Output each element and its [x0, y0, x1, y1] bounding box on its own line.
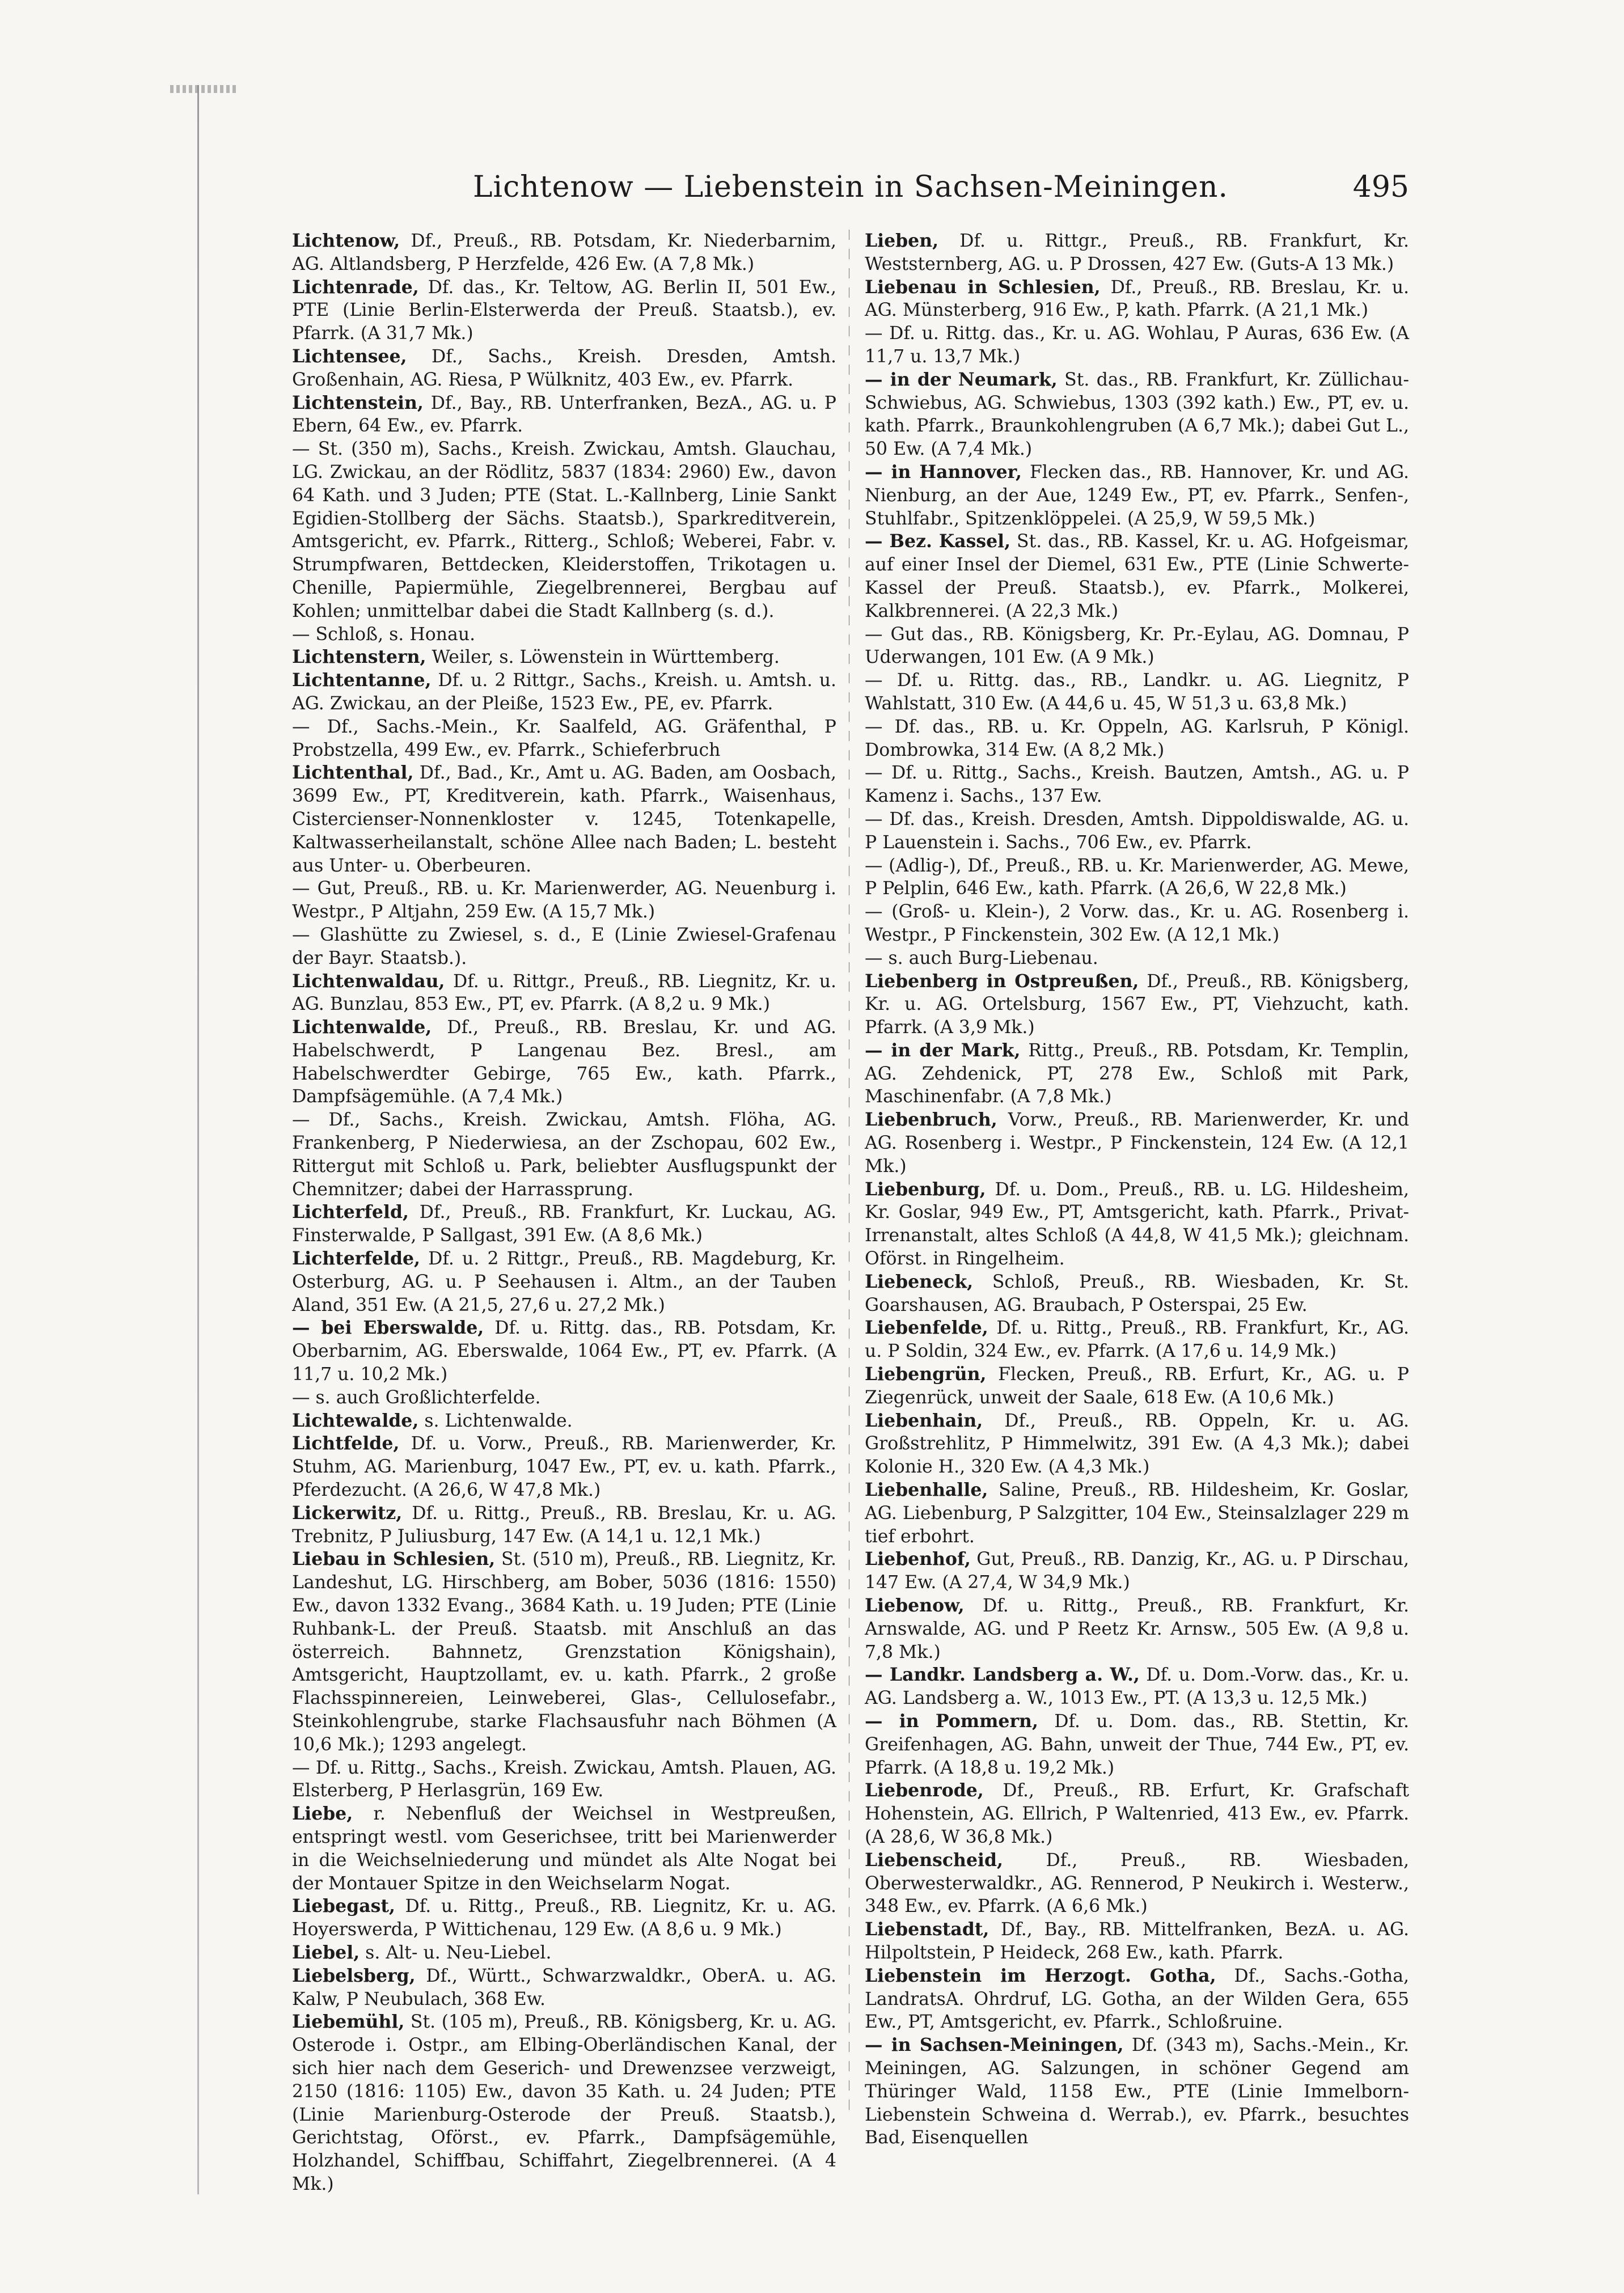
- entry-text: — Schloß, s. Honau.: [292, 624, 476, 645]
- entry-text: Df. u. Rittgr., Preuß., RB. Frankfurt, Kr. Weststernberg, AG. u. P Drossen, 427 Ew. (Guts-A 13 Mk.): [865, 231, 1410, 274]
- gazetteer-entry: [865, 1039, 1409, 1109]
- entry-text: Df. u. Dom. das., RB. Stettin, Kr. Greifenhagen, AG. Bahn, unweit der Thue, 744 Ew., PT, ev. Pfarrk. (A 18,8 u. 19,2 Mk.): [865, 1711, 1409, 1778]
- entry-headword: Liebel,: [292, 1941, 360, 1963]
- gazetteer-entry: [292, 392, 836, 438]
- gazetteer-entry: [292, 1502, 836, 1549]
- entry-text: Gut, Preuß., RB. Danzig, Kr., AG. u. P Dirschau, 147 Ew. (A 27,4, W 34,9 Mk.): [865, 1549, 1410, 1593]
- gazetteer-entry: [292, 1941, 836, 1965]
- gazetteer-entry: [865, 1479, 1409, 1548]
- entry-headword: Lichtenwaldau,: [292, 970, 445, 992]
- entry-text: Df. u. Rittgr., Preuß., RB. Liegnitz, Kr. u. AG. Bunzlau, 853 Ew., PT, ev. Pfarrk. (A 8,2 u. 9 Mk.): [292, 971, 836, 1015]
- entry-headword: Lichtenrade,: [292, 276, 419, 298]
- gazetteer-entry: [865, 947, 1409, 970]
- entry-text: Df., Bad., Kr., Amt u. AG. Baden, am Oosbach, 3699 Ew., PT, Kreditverein, kath. Pfarrk., Waisenhaus, Cistercienser-Nonnenkloster v. 1245, Totenkapelle, Kaltwasserheilanstalt, schöne Allee nach Baden; L. besteht aus Unter- u. Oberbeuren.: [292, 763, 836, 876]
- entry-headword: Liebenberg in Ostpreußen,: [865, 970, 1139, 992]
- entry-headword: Lichtfelde,: [292, 1433, 400, 1454]
- gazetteer-entry: [865, 530, 1409, 623]
- entry-text: St. (510 m), Preuß., RB. Liegnitz, Kr. Landeshut, LG. Hirschberg, am Bober, 5036 (1816: 1550) Ew., davon 1332 Evang., 3684 Kath. u. 19 Juden; PTE (Linie Ruhbank-L. der Preuß. Staatsb. mit Anschluß an das österreich. Bahnnetz, Grenzstation Königshain), Amtsgericht, Hauptzollamt, ev. u. kath. Pfarrk., 2 große Flachsspinnereien, Leinweberei, Glas-, Cellulosefabr., Steinkohlengrube, starke Flachsausfuhr nach Böhmen (A 10,6 Mk.); 1293 angelegt.: [292, 1549, 836, 1755]
- entry-headword: Lichterfelde,: [292, 1248, 420, 1270]
- entry-headword: Liebeneck,: [865, 1271, 974, 1292]
- entry-headword: Liebengrün,: [865, 1364, 987, 1385]
- entry-text: s. Alt- u. Neu-Liebel.: [365, 1942, 552, 1963]
- entry-text: — s. auch Burg-Liebenau.: [865, 947, 1098, 968]
- entry-text: Df., Bay., RB. Unterfranken, BezA., AG. u. P Ebern, 64 Ew., ev. Pfarrk.: [292, 392, 836, 437]
- entry-headword: Lichtenwalde,: [292, 1017, 432, 1038]
- entry-headword: Liebegast,: [292, 1896, 395, 1917]
- running-title: Lichtenow — Liebenstein in Sachsen-Meiningen.: [472, 170, 1229, 204]
- entry-text: Df. u. Rittg., Preuß., RB. Frankfurt, Kr., AG. u. P Soldin, 324 Ew., ev. Pfarrk. (A 17,6 u. 14,9 Mk.): [865, 1318, 1410, 1362]
- gazetteer-entry: [292, 2011, 836, 2195]
- entry-headword: Liebenhain,: [865, 1410, 983, 1431]
- gazetteer-entry: [292, 276, 836, 345]
- gazetteer-entry: [865, 623, 1409, 670]
- entry-text: — (Adlig-), Df., Preuß., RB. u. Kr. Marienwerder, AG. Mewe, P Pelplin, 646 Ew., kath. Pfarrk. (A 26,6, W 22,8 Mk.): [865, 855, 1409, 899]
- entry-headword: Liebenau in Schlesien,: [865, 276, 1101, 298]
- entry-text: Schloß, Preuß., RB. Wiesbaden, Kr. St. Goarshausen, AG. Braubach, P Osterspai, 25 Ew.: [865, 1271, 1409, 1315]
- gazetteer-entry: [865, 2034, 1409, 2150]
- entry-headword: Lickerwitz,: [292, 1502, 403, 1524]
- entry-text: St. das., RB. Kassel, Kr. u. AG. Hofgeismar, auf einer Insel der Diemel, 631 Ew., PTE (Linie Schwerte-Kassel der Preuß. Staatsb.), ev. Pfarrk., Molkerei, Kalkbrennerei. (A 22,3 Mk.): [865, 531, 1410, 621]
- entry-headword: Lieben,: [865, 230, 939, 251]
- entry-text: r. Nebenfluß der Weichsel in Westpreußen, entspringt westl. vom Geserichsee, tritt bei Marienwerder in die Weichselniederung und mündet als Alte Nogat bei der Montauer Spitze in den Weichselarm Nogat.: [292, 1804, 837, 1894]
- entry-text: — Df. das., Kreish. Dresden, Amtsh. Dippoldiswalde, AG. u. P Lauenstein i. Sachs., 706 Ew., ev. Pfarrk.: [865, 809, 1409, 853]
- entry-subheading: — bei Eberswalde,: [292, 1317, 484, 1339]
- gazetteer-entry: [865, 1965, 1409, 2034]
- entry-text: — (Groß- u. Klein-), 2 Vorw. das., Kr. u. AG. Rosenberg i. Westpr., P Finckenstein, 302 Ew. (A 12,1 Mk.): [865, 902, 1409, 945]
- entry-text: — Df. u. Rittg., Sachs., Kreish. Zwickau, Amtsh. Plauen, AG. Elsterberg, P Herlasgrün, 169 Ew.: [292, 1757, 836, 1801]
- entry-subheading: — in Pommern,: [865, 1711, 1038, 1732]
- entry-text: — s. auch Großlichterfelde.: [292, 1387, 541, 1408]
- entry-headword: Lichtensee,: [292, 345, 407, 367]
- entry-text: Df. das., Kr. Teltow, AG. Berlin II, 501 Ew., PTE (Linie Berlin-Elsterwerda der Preuß. Staatsb.), ev. Pfarrk. (A 31,7 Mk.): [292, 277, 836, 344]
- gazetteer-entry: [292, 646, 836, 669]
- entry-headword: Liebemühl,: [292, 2011, 405, 2033]
- gazetteer-entry: [865, 716, 1409, 762]
- gazetteer-entry: [865, 461, 1409, 530]
- entry-text: Df., Bay., RB. Mittelfranken, BezA. u. AG. Hilpoltstein, P Heideck, 268 Ew., kath. Pfarrk.: [865, 1919, 1409, 1963]
- entry-text: Flecken, Preuß., RB. Erfurt, Kr., AG. u. P Ziegenrück, unweit der Saale, 618 Ew. (A 10,6 Mk.): [865, 1364, 1409, 1408]
- page-header: [292, 170, 1409, 215]
- gazetteer-entry: [865, 1317, 1409, 1363]
- entry-text: Df. u. Rittg., Preuß., RB. Liegnitz, Kr. u. AG. Hoyerswerda, P Wittichenau, 129 Ew. (A 8,6 u. 9 Mk.): [292, 1896, 836, 1940]
- entry-text: — Df., Sachs., Kreish. Zwickau, Amtsh. Flöha, AG. Frankenberg, P Niederwiesa, an der Zschopau, 602 Ew., Rittergut mit Schloß u. Park, beliebter Ausflugspunkt der Chemnitzer; dabei der Harrassprung.: [292, 1110, 836, 1200]
- entry-text: Df., Sachs., Kreish. Dresden, Amtsh. Großenhain, AG. Riesa, P Wülknitz, 403 Ew., ev. Pfarrk.: [292, 346, 836, 390]
- gazetteer-entry: [292, 1317, 836, 1386]
- gazetteer-entry: [292, 1016, 836, 1109]
- gazetteer-entry: [292, 924, 836, 970]
- gazetteer-entry: [292, 1803, 836, 1895]
- entry-text: Df., Preuß., RB. Königsberg, Kr. u. AG. Ortelsburg, 1567 Ew., PT, Viehzucht, kath. Pfarrk. (A 3,9 Mk.): [865, 971, 1409, 1038]
- entry-text: Df., Preuß., RB. Potsdam, Kr. Niederbarnim, AG. Altlandsberg, P Herzfelde, 426 Ew. (A 7,8 Mk.): [292, 231, 837, 274]
- entry-headword: Lichtenstein,: [292, 392, 424, 413]
- entry-headword: Liebe,: [292, 1803, 353, 1825]
- entry-text: Vorw., Preuß., RB. Marienwerder, Kr. und AG. Rosenberg i. Westpr., P Finckenstein, 124 Ew. (A 12,1 Mk.): [865, 1110, 1409, 1177]
- gazetteer-entry: [865, 1109, 1409, 1178]
- entry-text: St. das., RB. Frankfurt, Kr. Züllichau-Schwiebus, AG. Schwiebus, 1303 (392 kath.) Ew., PT, ev. u. kath. Pfarrk., Braunkohlengruben (A 6,7 Mk.); dabei Gut L., 50 Ew. (A 7,4 Mk.): [865, 369, 1410, 460]
- entry-text: — Glashütte zu Zwiesel, s. d., E (Linie Zwiesel-Grafenau der Bayr. Staatsb.).: [292, 924, 836, 968]
- gazetteer-entry: [292, 1247, 836, 1317]
- gazetteer-entry: [292, 877, 836, 924]
- entry-text: — Df., Sachs.-Mein., Kr. Saalfeld, AG. Gräfenthal, P Probstzella, 499 Ew., ev. Pfarrk., Schieferbruch: [292, 716, 836, 760]
- entry-headword: Liebenstein im Herzogt. Gotha,: [865, 1965, 1216, 1986]
- gazetteer-entry: [292, 230, 836, 276]
- gazetteer-entry: [865, 1548, 1409, 1594]
- gazetteer-entry: [865, 854, 1409, 901]
- gazetteer-entry: [292, 1201, 836, 1247]
- gazetteer-entry: [292, 1410, 836, 1433]
- gazetteer-entry: [292, 1895, 836, 1941]
- gazetteer-entry: [292, 438, 836, 623]
- entry-text: s. Lichtenwalde.: [424, 1410, 573, 1431]
- gazetteer-entry: [865, 369, 1409, 461]
- entry-subheading: — in Hannover,: [865, 461, 1022, 483]
- entry-headword: Liebenow,: [865, 1595, 965, 1617]
- gazetteer-entry: [865, 276, 1409, 323]
- entry-text: — Df. das., RB. u. Kr. Oppeln, AG. Karlsruh, P Königl. Dombrowka, 314 Ew. (A 8,2 Mk.): [865, 716, 1409, 760]
- entry-text: Df., Preuß., RB. Breslau, Kr. u. AG. Münsterberg, 916 Ew., P, kath. Pfarrk. (A 21,1 Mk.): [865, 277, 1410, 321]
- gazetteer-entry: [865, 1271, 1409, 1317]
- entry-headword: Liebenburg,: [865, 1178, 986, 1200]
- entry-text: Df. u. Rittg., Preuß., RB. Frankfurt, Kr. Arnswalde, AG. und P Reetz Kr. Arnsw., 505 Ew. (A 9,8 u. 7,8 Mk.): [865, 1596, 1409, 1662]
- gazetteer-entry: [865, 1410, 1409, 1479]
- entry-headword: Lichterfeld,: [292, 1202, 409, 1223]
- gazetteer-entry: [865, 669, 1409, 716]
- entry-headword: Liebelsberg,: [292, 1965, 416, 1986]
- entry-text: Rittg., Preuß., RB. Potsdam, Kr. Templin, AG. Zehdenick, PT, 278 Ew., Schloß mit Park, Maschinenfabr. (A 7,8 Mk.): [865, 1040, 1409, 1107]
- entry-headword: Lichtewalde,: [292, 1410, 419, 1431]
- entry-text: Weiler, s. Löwenstein in Württemberg.: [432, 647, 780, 668]
- entry-text: Df., Sachs.-Gotha, LandratsA. Ohrdruf, LG. Gotha, an der Wilden Gera, 655 Ew., PT, Amtsgericht, ev. Pfarrk., Schloßruine.: [865, 1965, 1409, 2033]
- entry-text: Df. u. 2 Rittgr., Sachs., Kreish. u. Amtsh. u. AG. Zwickau, an der Pleiße, 1523 Ew., PE, ev. Pfarrk.: [292, 670, 837, 714]
- entry-headword: Liebenbruch,: [865, 1109, 997, 1131]
- gazetteer-entry: [865, 1918, 1409, 1965]
- gazetteer-entry: [865, 322, 1409, 369]
- gazetteer-entry: [865, 808, 1409, 854]
- gazetteer-entry: [865, 1178, 1409, 1271]
- gazetteer-entry: [292, 1386, 836, 1410]
- gazetteer-entry: [292, 970, 836, 1017]
- entry-text: — Df. u. Rittg. das., RB., Landkr. u. AG. Liegnitz, P Wahlstatt, 310 Ew. (A 44,6 u. 45, W 51,3 u. 63,8 Mk.): [865, 670, 1409, 714]
- entry-text: — Gut das., RB. Königsberg, Kr. Pr.-Eylau, AG. Domnau, P Uderwangen, 101 Ew. (A 9 Mk.): [865, 624, 1409, 668]
- entry-text: Flecken das., RB. Hannover, Kr. und AG. Nienburg, an der Aue, 1249 Ew., PT, ev. Pfarrk., Senfen-, Stuhlfabr., Spitzenklöppelei. (A 25,9, W 59,5 Mk.): [865, 462, 1410, 529]
- right-column: [865, 230, 1410, 2148]
- entry-subheading: — in der Neumark,: [865, 369, 1058, 390]
- gazetteer-entry: [292, 1432, 836, 1501]
- book-gutter-line: [197, 85, 199, 2194]
- gazetteer-entry: [292, 669, 836, 716]
- gazetteer-entry: [292, 1109, 836, 1201]
- gazetteer-entry: [292, 761, 836, 877]
- left-column: [292, 230, 837, 2194]
- entry-headword: Liebenstadt,: [865, 1919, 989, 1940]
- entry-text: — St. (350 m), Sachs., Kreish. Zwickau, Amtsh. Glauchau, LG. Zwickau, an der Rödlitz, 5837 (1834: 2960) Ew., davon 64 Kath. und 3 Juden; PTE (Stat. L.-Kallnberg, Linie Sankt Egidien-Stollberg der Sächs. Staatsb.), Sparkreditverein, Amtsgericht, ev. Pfarrk., Ritterg., Schloß; Weberei, Fabr. v. Strumpfwaren, Bettdecken, Kleiderstoffen, Trikotagen u. Chenille, Papiermühle, Ziegelbrennerei, Bergbau auf Kohlen; unmittelbar dabei die Stadt Kallnberg (s. d.).: [292, 439, 836, 621]
- entry-text: — Df. u. Rittg., Sachs., Kreish. Bautzen, Amtsh., AG. u. P Kamenz i. Sachs., 137 Ew.: [865, 763, 1409, 807]
- entry-text: Df. u. 2 Rittgr., Preuß., RB. Magdeburg, Kr. Osterburg, AG. u. P Seehausen i. Altm., an der Tauben Aland, 351 Ew. (A 21,5, 27,6 u. 27,2 Mk.): [292, 1249, 837, 1315]
- gazetteer-entry: [292, 345, 836, 392]
- entry-text: Df., Württ., Schwarzwaldkr., OberA. u. AG. Kalw, P Neubulach, 368 Ew.: [292, 1965, 836, 2009]
- entry-text: — Gut, Preuß., RB. u. Kr. Marienwerder, AG. Neuenburg i. Westpr., P Altjahn, 259 Ew. (A 15,7 Mk.): [292, 878, 836, 923]
- entry-text: — Df. u. Rittg. das., Kr. u. AG. Wohlau, P Auras, 636 Ew. (A 11,7 u. 13,7 Mk.): [865, 323, 1409, 367]
- gazetteer-entry: [292, 716, 836, 762]
- entry-text: Df., Preuß., RB. Breslau, Kr. und AG. Habelschwerdt, P Langenau Bez. Bresl., am Habelschwerdter Gebirge, 765 Ew., kath. Pfarrk., Dampfsägemühle. (A 7,4 Mk.): [292, 1017, 836, 1107]
- entry-text: Df., Preuß., RB. Frankfurt, Kr. Luckau, AG. Finsterwalde, P Sallgast, 391 Ew. (A 8,6 Mk.): [292, 1202, 836, 1246]
- entry-text: Df. u. Rittg. das., RB. Potsdam, Kr. Oberbarnim, AG. Eberswalde, 1064 Ew., PT, ev. Pfarrk. (A 11,7 u. 10,2 Mk.): [292, 1318, 836, 1385]
- gazetteer-entry: [865, 1363, 1409, 1410]
- entry-text: Df., Preuß., RB. Oppeln, Kr. u. AG. Großstrehlitz, P Himmelwitz, 391 Ew. (A 4,3 Mk.); dabei Kolonie H., 320 Ew. (A 4,3 Mk.): [865, 1410, 1410, 1478]
- entry-headword: Lichtenthal,: [292, 762, 414, 784]
- entry-subheading: — in der Mark,: [865, 1039, 1021, 1061]
- gazetteer-entry: [292, 623, 836, 646]
- entry-text: Df. u. Dom., Preuß., RB. u. LG. Hildesheim, Kr. Goslar, 949 Ew., PT, Amtsgericht, kath. Pfarrk., Privat-Irrenanstalt, altes Schloß (A 44,8, W 41,5 Mk.); gleichnam. Oförst. in Ringelheim.: [865, 1179, 1410, 1270]
- gazetteer-entry: [865, 1594, 1409, 1664]
- page-edge-mark: [170, 85, 238, 93]
- gazetteer-entry: [865, 761, 1409, 808]
- entry-headword: Lichtentanne,: [292, 670, 432, 691]
- gazetteer-entry: [865, 1664, 1409, 1710]
- entry-headword: Liebenfelde,: [865, 1317, 988, 1339]
- entry-text: Saline, Preuß., RB. Hildesheim, Kr. Goslar, AG. Liebenburg, P Salzgitter, 104 Ew., Steinsalzlager 229 m tief erbohrt.: [865, 1480, 1409, 1547]
- gazetteer-entry: [865, 1710, 1409, 1779]
- entry-text: Df. u. Vorw., Preuß., RB. Marienwerder, Kr. Stuhm, AG. Marienburg, 1047 Ew., PT, ev. u. kath. Pfarrk., Pferdezucht. (A 26,6, W 47,8 Mk.): [292, 1433, 837, 1501]
- entry-subheading: — in Sachsen-Meiningen,: [865, 2034, 1124, 2056]
- entry-headword: Lichtenow,: [292, 230, 400, 251]
- entry-headword: Lichtenstern,: [292, 646, 426, 668]
- entry-headword: Liebau in Schlesien,: [292, 1549, 496, 1570]
- gazetteer-entry: [865, 970, 1409, 1039]
- gazetteer-entry: [865, 1779, 1409, 1848]
- page-number: 495: [1352, 170, 1409, 204]
- entry-text: Df., Preuß., RB. Erfurt, Kr. Grafschaft Hohenstein, AG. Ellrich, P Waltenried, 413 Ew., ev. Pfarrk. (A 28,6, W 36,8 Mk.): [865, 1780, 1410, 1847]
- entry-headword: Liebenhof,: [865, 1549, 971, 1570]
- entry-text: Df. (343 m), Sachs.-Mein., Kr. Meiningen, AG. Salzungen, in schöner Gegend am Thüringer Wald, 1158 Ew., PTE (Linie Immelborn-Liebenstein Schweina d. Werrab.), ev. Pfarrk., besuchtes Bad, Eisenquellen: [865, 2035, 1409, 2148]
- entry-text: Df. u. Dom.-Vorw. das., Kr. u. AG. Landsberg a. W., 1013 Ew., PT. (A 13,3 u. 12,5 Mk.): [865, 1665, 1409, 1709]
- entry-headword: Liebenhalle,: [865, 1479, 988, 1501]
- gazetteer-entry: [865, 1849, 1409, 1918]
- gazetteer-entry: [292, 1548, 836, 1756]
- entry-text: Df. u. Rittg., Preuß., RB. Breslau, Kr. u. AG. Trebnitz, P Juliusburg, 147 Ew. (A 14,1 u. 12,1 Mk.): [292, 1503, 837, 1547]
- entry-subheading: — Landkr. Landsberg a. W.,: [865, 1664, 1140, 1686]
- gazetteer-entry: [865, 900, 1409, 947]
- entry-headword: Liebenrode,: [865, 1780, 984, 1801]
- entry-text: Df., Preuß., RB. Wiesbaden, Oberwesterwaldkr., AG. Rennerod, P Neukirch i. Westerw., 348 Ew., ev. Pfarrk. (A 6,6 Mk.): [865, 1850, 1409, 1917]
- gazetteer-entry: [292, 1965, 836, 2011]
- entry-text: St. (105 m), Preuß., RB. Königsberg, Kr. u. AG. Osterode i. Ostpr., am Elbing-Oberländischen Kanal, der sich hier nach dem Geserich- und Drewenzsee verzweigt, 2150 (1816: 1105) Ew., davon 35 Kath. u. 24 Juden; PTE (Linie Marienburg-Osterode der Preuß. Staatsb.), Gerichtstag, Oförst., ev. Pfarrk., Dampfsägemühle, Holzhandel, Schiffbau, Schiffahrt, Ziegelbrennerei. (A 4 Mk.): [292, 2012, 837, 2194]
- entry-headword: Liebenscheid,: [865, 1849, 1003, 1871]
- entry-subheading: — Bez. Kassel,: [865, 531, 1011, 552]
- gazetteer-entry: [865, 230, 1409, 276]
- gazetteer-entry: [292, 1757, 836, 1803]
